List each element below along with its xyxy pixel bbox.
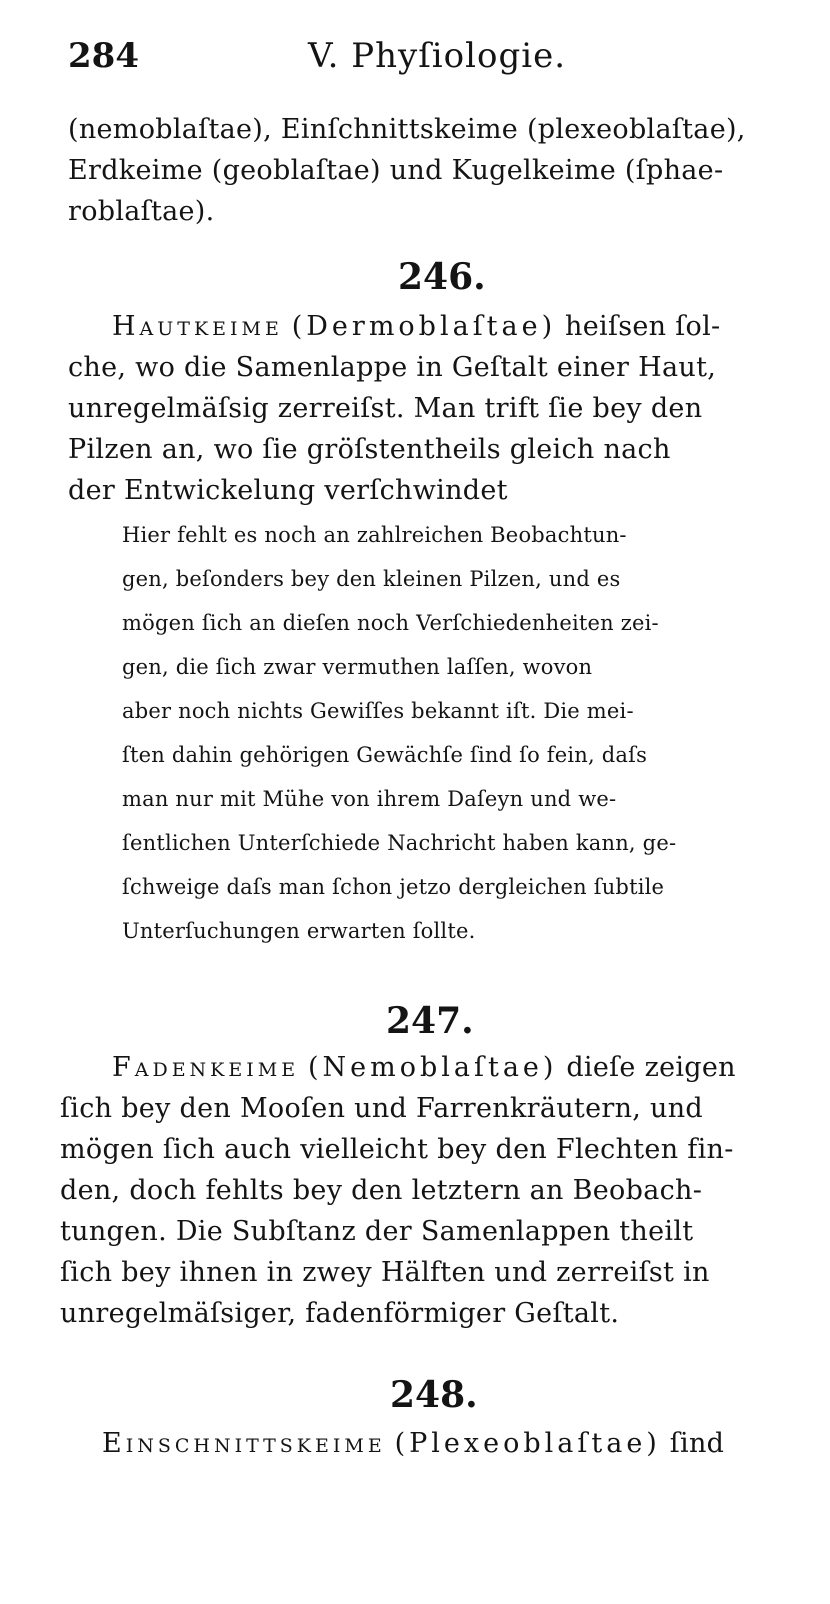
- section-247-latin-term: (Nemoblaſtae): [307, 1052, 558, 1083]
- intro-line-2: Erdkeime (geoblaſtae) und Kugelkeime (ſphae-: [68, 155, 724, 186]
- section-248-lead-term: Einschnittskeime: [102, 1428, 386, 1459]
- section-247-line-5: tungen. Die Subſtanz der Samenlappen theilt: [60, 1216, 694, 1247]
- section-246-line-4: Pilzen an, wo ſie gröſstentheils gleich nach: [68, 434, 671, 465]
- intro-line-1: (nemoblaſtae), Einſchnittskeime (plexeoblaſtae),: [68, 114, 746, 145]
- section-246-line-2: che, wo die Samenlappe in Geſtalt einer Haut,: [68, 352, 717, 383]
- section-247-lead-term: Fadenkeime: [112, 1052, 300, 1083]
- page-header: [68, 36, 808, 86]
- section-246-line-5: der Entwickelung verſchwindet: [68, 475, 508, 506]
- section-246-latin-term: (Dermoblaſtae): [291, 311, 557, 342]
- section-247-line-6: ſich bey ihnen in zwey Hälften und zerreiſst in: [60, 1257, 710, 1288]
- section-248-latin-term: (Plexeoblaſtae): [394, 1428, 661, 1459]
- section-number-248: 248.: [390, 1374, 478, 1416]
- section-246-first-line-rest: heiſsen ſol-: [556, 311, 721, 342]
- note-line-1: Hier fehlt es noch an zahlreichen Beobachtun-: [122, 523, 627, 547]
- section-247-first-line: [112, 1052, 736, 1083]
- section-247-line-4: den, doch fehlts bey den letztern an Beobach-: [60, 1175, 703, 1206]
- note-line-10: Unterſuchungen erwarten ſollte.: [122, 919, 476, 943]
- section-248-first-line-rest: ſind: [660, 1428, 725, 1459]
- note-line-7: man nur mit Mühe von ihrem Daſeyn und we-: [122, 787, 617, 811]
- section-247-first-line-rest: dieſe zeigen: [557, 1052, 736, 1083]
- section-246-lead-term: Hautkeime: [112, 311, 283, 342]
- section-247-line-3: mögen ſich auch vielleicht bey den Flechten fin-: [60, 1134, 734, 1165]
- section-248-first-line: [102, 1428, 724, 1459]
- note-line-4: gen, die ſich zwar vermuthen laſſen, wovon: [122, 655, 593, 679]
- page-number: 284: [68, 36, 139, 76]
- section-246-line-3: unregelmäſsig zerreiſst. Man trift ſie bey den: [68, 393, 703, 424]
- note-line-9: ſchweige daſs man ſchon jetzo dergleichen ſubtile: [122, 875, 665, 899]
- intro-line-3: roblaſtae).: [68, 196, 215, 227]
- section-number-246: 246.: [398, 256, 486, 298]
- note-line-2: gen, beſonders bey den kleinen Pilzen, und es: [122, 567, 621, 591]
- section-247-line-7: unregelmäſsiger, fadenförmiger Geſtalt.: [60, 1298, 620, 1329]
- section-247-line-2: ſich bey den Mooſen und Farrenkräutern, und: [60, 1093, 703, 1124]
- note-line-6: ſten dahin gehörigen Gewächſe ſind ſo fein, daſs: [122, 743, 648, 767]
- running-head: V. Phyſiologie.: [308, 36, 567, 76]
- note-line-5: aber noch nichts Gewiſſes bekannt iſt. Die mei-: [122, 699, 634, 723]
- section-246-first-line: [112, 311, 720, 342]
- section-number-247: 247.: [386, 1000, 474, 1042]
- note-line-8: ſentlichen Unterſchiede Nachricht haben kann, ge-: [122, 831, 677, 855]
- note-line-3: mögen ſich an dieſen noch Verſchiedenheiten zei-: [122, 611, 659, 635]
